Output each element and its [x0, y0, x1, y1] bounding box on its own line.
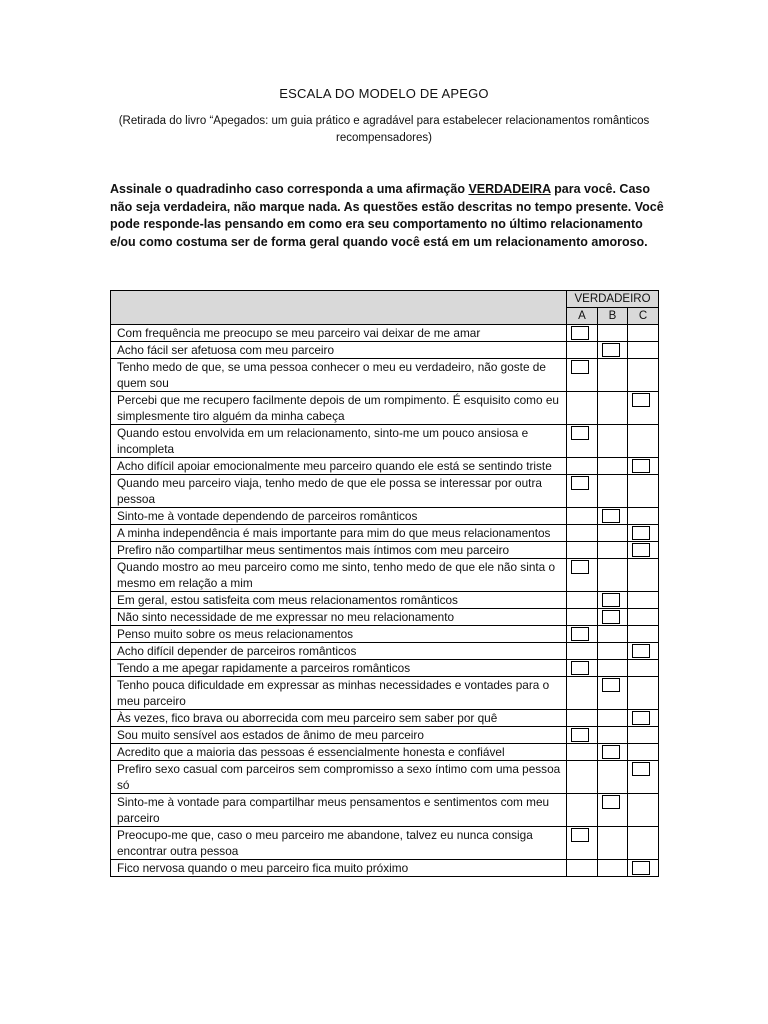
answer-cell-a [567, 392, 598, 425]
answer-cell-a [567, 559, 598, 592]
table-row [111, 761, 659, 794]
checkbox[interactable] [602, 795, 620, 809]
checkbox[interactable] [632, 644, 650, 658]
checkbox[interactable] [632, 459, 650, 473]
table-row [111, 342, 659, 359]
statement-text: Em geral, estou satisfeita com meus relacionamentos românticos [111, 592, 567, 609]
answer-cell-c [628, 860, 659, 877]
table-row [111, 475, 659, 508]
answer-cell-b [598, 559, 628, 592]
column-a-header: A [567, 308, 598, 325]
table-row [111, 542, 659, 559]
table-row [111, 359, 659, 392]
answer-cell-a [567, 727, 598, 744]
verdadeiro-header: VERDADEIRO [567, 291, 659, 308]
answer-cell-b [598, 626, 628, 643]
statement-text: Prefiro não compartilhar meus sentimentos mais íntimos com meu parceiro [111, 542, 567, 559]
answer-cell-b [598, 677, 628, 710]
table-row [111, 458, 659, 475]
checkbox[interactable] [571, 728, 589, 742]
answer-cell-c [628, 525, 659, 542]
statement-text: Às vezes, fico brava ou aborrecida com meu parceiro sem saber por quê [111, 710, 567, 727]
checkbox[interactable] [602, 745, 620, 759]
answer-cell-c [628, 559, 659, 592]
answer-cell-b [598, 660, 628, 677]
answer-cell-a [567, 643, 598, 660]
answer-cell-a [567, 794, 598, 827]
statement-text: Quando mostro ao meu parceiro como me sinto, tenho medo de que ele não sinta o mesmo em relação a mim [111, 559, 567, 592]
answer-cell-b [598, 592, 628, 609]
answer-cell-c [628, 475, 659, 508]
answer-cell-b [598, 609, 628, 626]
answer-cell-c [628, 508, 659, 525]
attachment-scale-table [110, 290, 659, 877]
statement-text: Percebi que me recupero facilmente depois de um rompimento. É esquisito como eu simplesmente tiro alguém da minha cabeça [111, 392, 567, 425]
answer-cell-b [598, 458, 628, 475]
statement-text: Prefiro sexo casual com parceiros sem compromisso a sexo íntimo com uma pessoa só [111, 761, 567, 794]
answer-cell-c [628, 660, 659, 677]
answer-cell-a [567, 860, 598, 877]
statement-text: Acho difícil apoiar emocionalmente meu parceiro quando ele está se sentindo triste [111, 458, 567, 475]
checkbox[interactable] [602, 678, 620, 692]
instructions-part1: Assinale o quadradinho caso corresponda a uma afirmação [110, 182, 469, 196]
checkbox[interactable] [571, 360, 589, 374]
statement-text: Sinto-me à vontade dependendo de parceiros românticos [111, 508, 567, 525]
answer-cell-c [628, 342, 659, 359]
answer-cell-b [598, 525, 628, 542]
checkbox[interactable] [632, 543, 650, 557]
checkbox[interactable] [571, 426, 589, 440]
checkbox[interactable] [571, 661, 589, 675]
table-row [111, 508, 659, 525]
answer-cell-b [598, 710, 628, 727]
table-row [111, 677, 659, 710]
answer-cell-b [598, 794, 628, 827]
answer-cell-a [567, 342, 598, 359]
answer-cell-a [567, 710, 598, 727]
answer-cell-c [628, 744, 659, 761]
answer-cell-a [567, 592, 598, 609]
answer-cell-c [628, 677, 659, 710]
table-row [111, 827, 659, 860]
answer-cell-a [567, 677, 598, 710]
answer-cell-b [598, 744, 628, 761]
statement-text: Tenho pouca dificuldade em expressar as minhas necessidades e vontades para o meu parceiro [111, 677, 567, 710]
answer-cell-c [628, 392, 659, 425]
answer-cell-c [628, 827, 659, 860]
checkbox[interactable] [602, 509, 620, 523]
checkbox[interactable] [602, 593, 620, 607]
statement-text: Penso muito sobre os meus relacionamentos [111, 626, 567, 643]
answer-cell-b [598, 359, 628, 392]
answer-cell-a [567, 425, 598, 458]
checkbox[interactable] [602, 343, 620, 357]
answer-cell-c [628, 794, 659, 827]
answer-cell-a [567, 761, 598, 794]
table-row [111, 660, 659, 677]
answer-cell-b [598, 643, 628, 660]
statement-text: Preocupo-me que, caso o meu parceiro me abandone, talvez eu nunca consiga encontrar outra pessoa [111, 827, 567, 860]
statement-text: Tenho medo de que, se uma pessoa conhecer o meu eu verdadeiro, não goste de quem sou [111, 359, 567, 392]
column-b-header: B [598, 308, 628, 325]
statement-header-cell [111, 291, 567, 325]
statement-text: Acredito que a maioria das pessoas é essencialmente honesta e confiável [111, 744, 567, 761]
checkbox[interactable] [571, 627, 589, 641]
checkbox[interactable] [571, 560, 589, 574]
statement-text: Com frequência me preocupo se meu parceiro vai deixar de me amar [111, 325, 567, 342]
answer-cell-a [567, 325, 598, 342]
table-row [111, 392, 659, 425]
instructions-emphasis: VERDADEIRA [468, 182, 551, 196]
answer-cell-a [567, 609, 598, 626]
answer-cell-b [598, 761, 628, 794]
source-note: (Retirada do livro “Apegados: um guia prático e agradável para estabelecer relacionamentos românticos recompensadores) [118, 115, 650, 144]
answer-cell-a [567, 475, 598, 508]
answer-cell-b [598, 425, 628, 458]
checkbox[interactable] [571, 828, 589, 842]
table-row [111, 727, 659, 744]
checkbox[interactable] [632, 526, 650, 540]
instructions [110, 181, 665, 251]
statement-text: Acho fácil ser afetuosa com meu parceiro [111, 342, 567, 359]
table-row [111, 643, 659, 660]
answer-cell-c [628, 359, 659, 392]
statement-text: Tendo a me apegar rapidamente a parceiros românticos [111, 660, 567, 677]
answer-cell-c [628, 727, 659, 744]
table-row [111, 609, 659, 626]
answer-cell-b [598, 325, 628, 342]
statement-rows [111, 325, 659, 877]
table-row [111, 626, 659, 643]
answer-cell-a [567, 660, 598, 677]
instructions-part2: para você. Caso não seja verdadeira, não marque nada. As questões estão descritas no tempo presente. Você pode responde-las pensando em como era seu comportamento no último relacionamento e/ou como costuma ser de forma geral quando você está em um relacionamento amoroso. [110, 182, 664, 249]
page-title: ESCALA DO MODELO DE APEGO [279, 86, 489, 101]
statement-text: Fico nervosa quando o meu parceiro fica muito próximo [111, 860, 567, 877]
answer-cell-a [567, 542, 598, 559]
answer-cell-b [598, 542, 628, 559]
statement-text: Não sinto necessidade de me expressar no meu relacionamento [111, 609, 567, 626]
answer-cell-c [628, 592, 659, 609]
statement-text: Acho difícil depender de parceiros românticos [111, 643, 567, 660]
answer-cell-c [628, 761, 659, 794]
answer-cell-c [628, 542, 659, 559]
answer-cell-a [567, 359, 598, 392]
answer-cell-c [628, 458, 659, 475]
statement-text: Sou muito sensível aos estados de ânimo de meu parceiro [111, 727, 567, 744]
statement-text: Quando meu parceiro viaja, tenho medo de que ele possa se interessar por outra pessoa [111, 475, 567, 508]
answer-cell-b [598, 342, 628, 359]
table-row [111, 710, 659, 727]
answer-cell-c [628, 710, 659, 727]
checkbox[interactable] [632, 711, 650, 725]
answer-cell-a [567, 744, 598, 761]
answer-cell-a [567, 626, 598, 643]
checkbox[interactable] [571, 326, 589, 340]
column-c-header: C [628, 308, 659, 325]
table-row [111, 592, 659, 609]
checkbox[interactable] [571, 476, 589, 490]
table-row [111, 325, 659, 342]
table-row [111, 744, 659, 761]
answer-cell-b [598, 508, 628, 525]
checkbox[interactable] [632, 762, 650, 776]
answer-cell-b [598, 827, 628, 860]
checkbox[interactable] [632, 393, 650, 407]
answer-cell-a [567, 525, 598, 542]
table-row [111, 525, 659, 542]
checkbox[interactable] [602, 610, 620, 624]
statement-text: Sinto-me à vontade para compartilhar meus pensamentos e sentimentos com meu parceiro [111, 794, 567, 827]
table-row [111, 860, 659, 877]
checkbox[interactable] [632, 861, 650, 875]
answer-cell-c [628, 643, 659, 660]
table-row [111, 559, 659, 592]
answer-cell-c [628, 626, 659, 643]
table-row [111, 425, 659, 458]
answer-cell-b [598, 860, 628, 877]
answer-cell-c [628, 425, 659, 458]
answer-cell-b [598, 727, 628, 744]
answer-cell-c [628, 609, 659, 626]
answer-cell-c [628, 325, 659, 342]
statement-text: A minha independência é mais importante para mim do que meus relacionamentos [111, 525, 567, 542]
table-row [111, 794, 659, 827]
statement-text: Quando estou envolvida em um relacionamento, sinto-me um pouco ansiosa e incompleta [111, 425, 567, 458]
answer-cell-a [567, 458, 598, 475]
answer-cell-b [598, 392, 628, 425]
answer-cell-a [567, 508, 598, 525]
answer-cell-b [598, 475, 628, 508]
answer-cell-a [567, 827, 598, 860]
